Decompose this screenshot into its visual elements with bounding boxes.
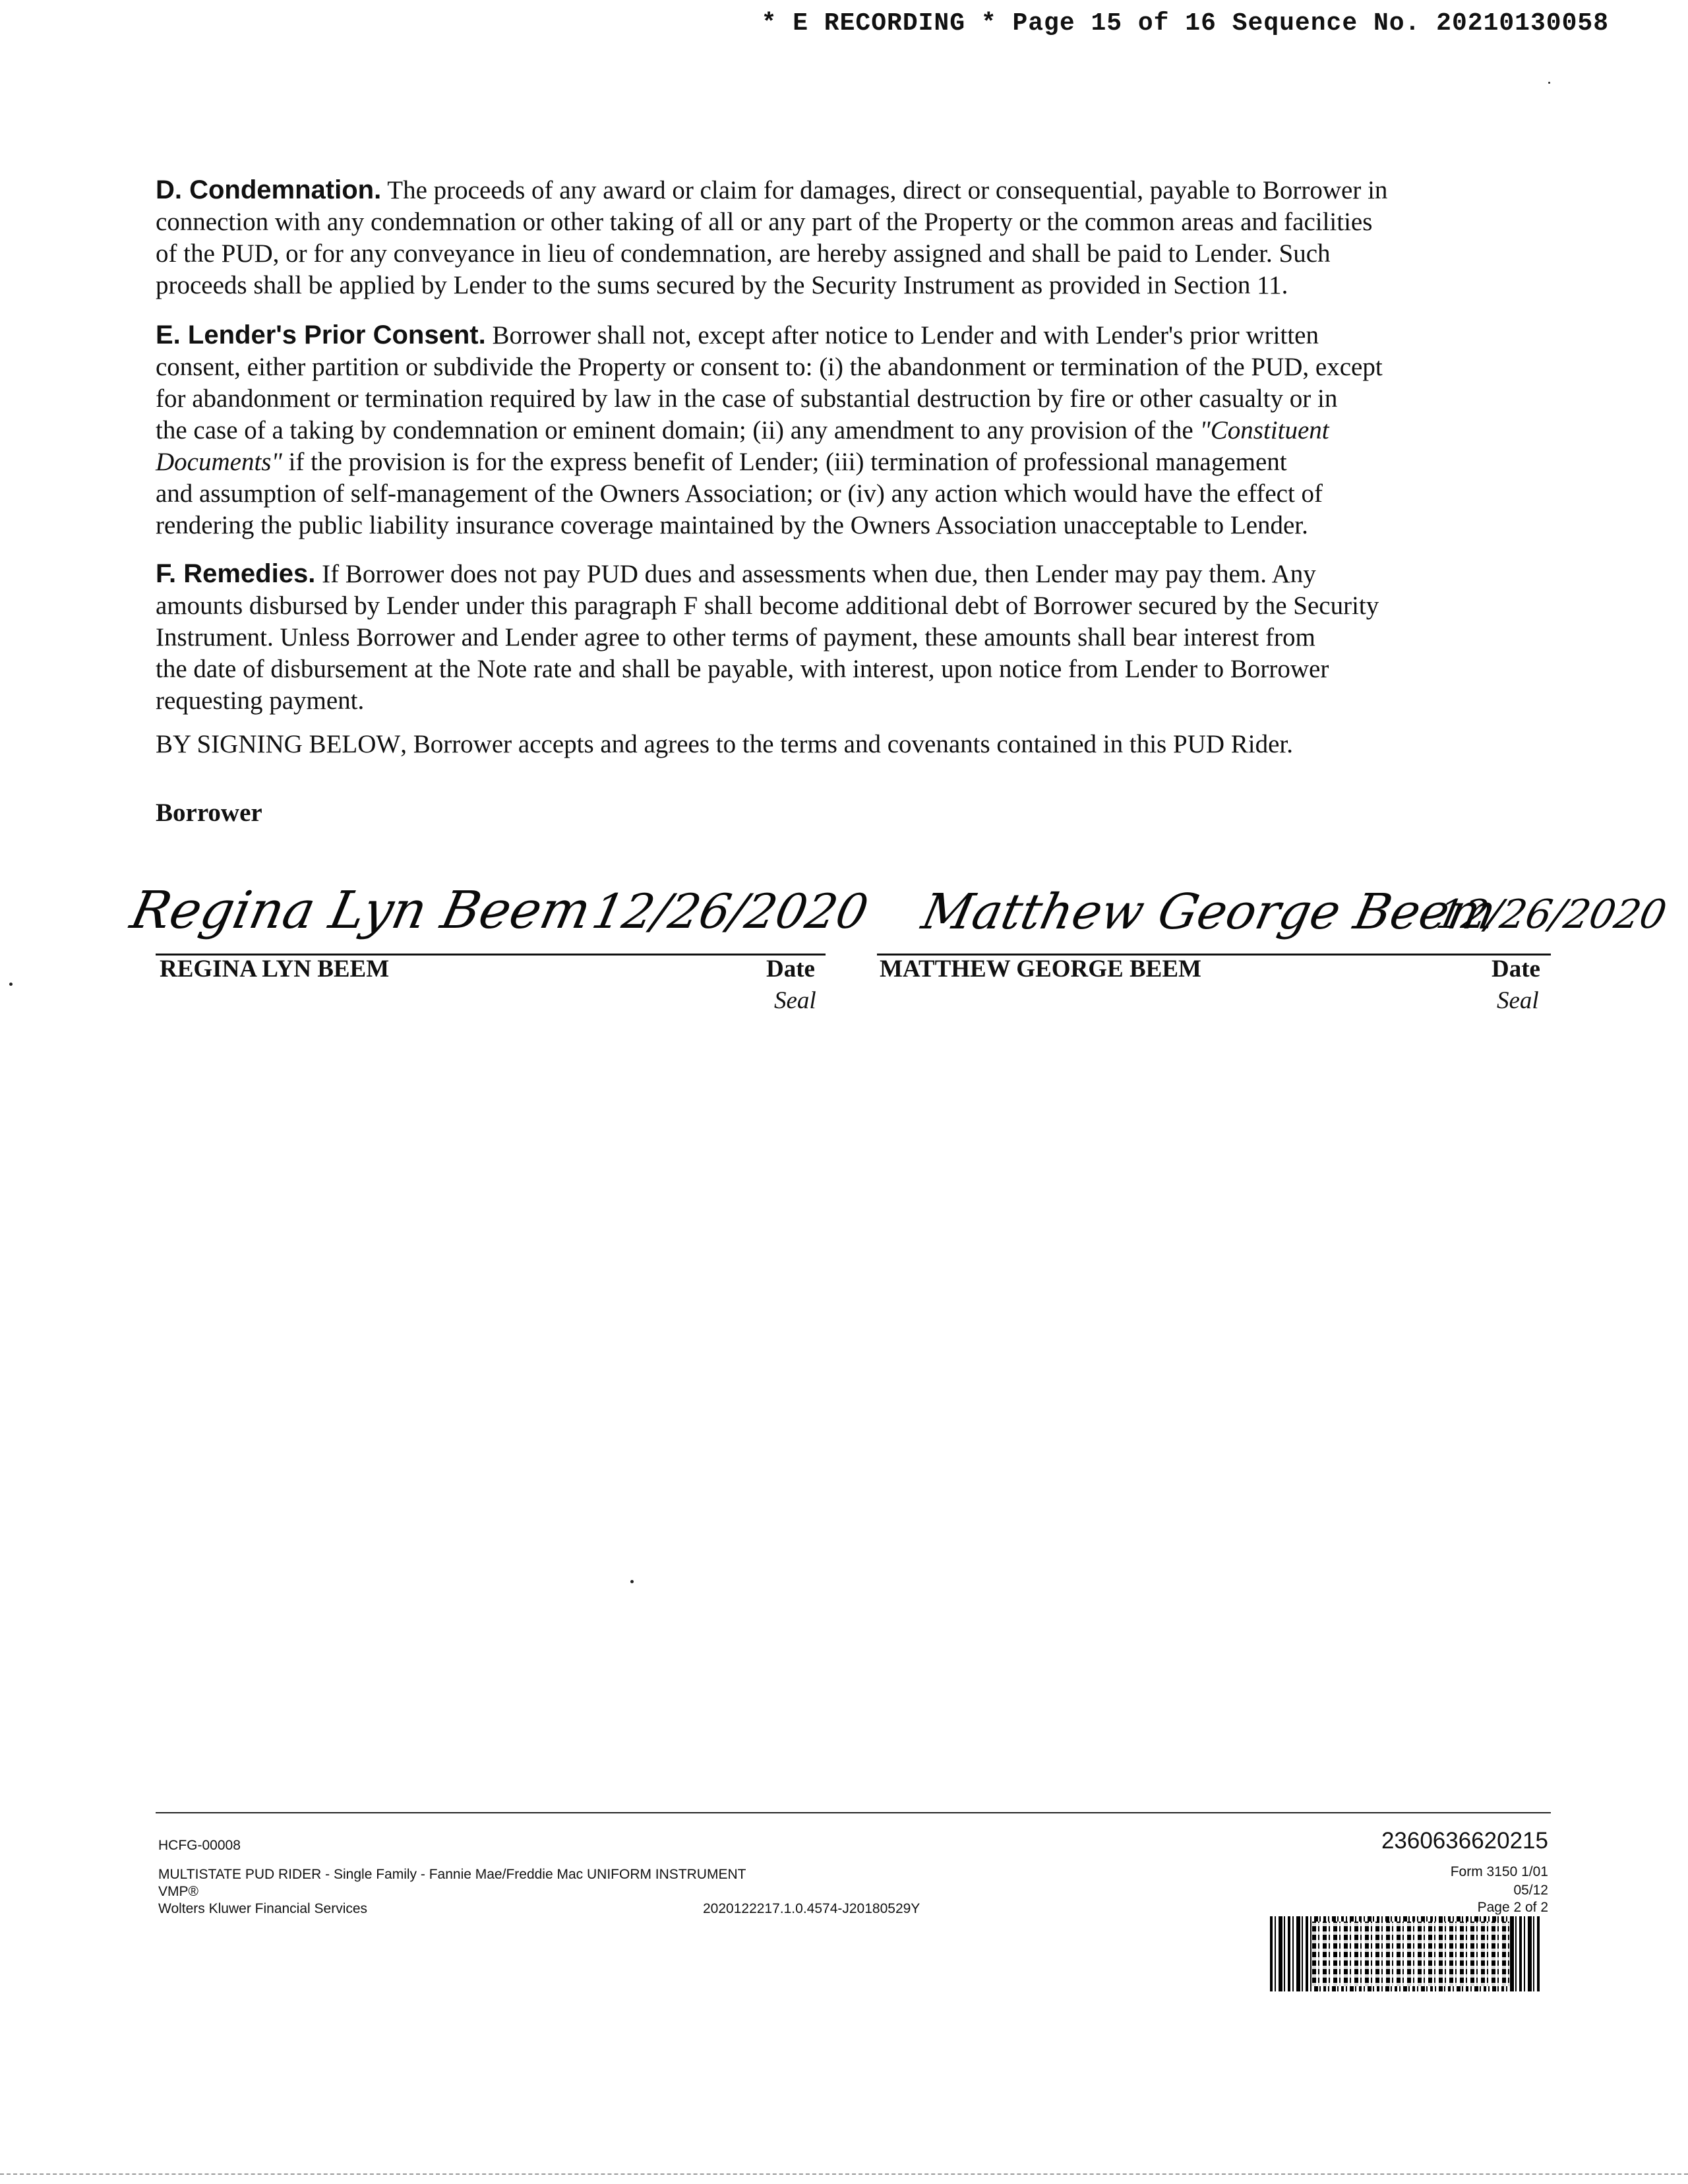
text-line: the date of disbursement at the Note rate and shall be payable, with interest, upon notice from Lender to Borrower bbox=[156, 655, 1329, 683]
page-of: Page 2 of 2 bbox=[1477, 1900, 1548, 1915]
document-id: 2020122217.1.0.4574-J20180529Y bbox=[703, 1901, 920, 1916]
text-line: amounts disbursed by Lender under this paragraph F shall become additional debt of Borrower secured by the Security bbox=[156, 592, 1379, 620]
text-line: connection with any condemnation or other taking of all or any part of the Property or the common areas and facilities bbox=[156, 208, 1373, 236]
text-line: Instrument. Unless Borrower and Lender agree to other terms of payment, these amounts shall bear interest from bbox=[156, 623, 1315, 652]
paragraph-remedies bbox=[156, 558, 1553, 717]
signature-regina: Regina Lyn Beem bbox=[125, 881, 596, 940]
date-label-2: Date bbox=[1492, 956, 1540, 983]
seal-label-2: Seal bbox=[1497, 987, 1539, 1014]
form-code: HCFG-00008 bbox=[158, 1838, 241, 1853]
section-heading-prior-consent: E. Lender's Prior Consent. bbox=[156, 320, 486, 349]
text-line: proceeds shall be applied by Lender to the sums secured by the Security Instrument as provided in Section 11. bbox=[156, 271, 1288, 299]
text-line: requesting payment. bbox=[156, 686, 365, 715]
date-label-1: Date bbox=[766, 956, 815, 983]
form-revision: 05/12 bbox=[1513, 1883, 1548, 1898]
text-line: Borrower shall not, except after notice to Lender and with Lender's prior written bbox=[492, 321, 1319, 349]
signature-matthew: Matthew George Beem bbox=[917, 884, 1501, 940]
text-line: consent, either partition or subdivide the Property or consent to: (i) the abandonment or termination of the PUD, except bbox=[156, 353, 1383, 381]
form-number: Form 3150 1/01 bbox=[1450, 1864, 1548, 1879]
text-line: rendering the public liability insurance coverage maintained by the Owners Association unacceptable to Lender. bbox=[156, 511, 1308, 539]
scan-speck bbox=[630, 1580, 634, 1583]
text-line: of the PUD, or for any conveyance in lieu of condemnation, are hereby assigned and shall be paid to Lender. Such bbox=[156, 239, 1331, 268]
seal-label-1: Seal bbox=[774, 987, 816, 1014]
text-line: the case of a taking by condemnation or eminent domain; (ii) any amendment to any provision of the bbox=[156, 416, 1200, 444]
handwritten-date-1: 12/26/2020 bbox=[588, 884, 873, 939]
by-signing-rest: , Borrower accepts and agrees to the terms and covenants contained in this PUD Rider. bbox=[400, 730, 1293, 758]
section-heading-remedies: F. Remedies. bbox=[156, 559, 316, 588]
publisher: Wolters Kluwer Financial Services bbox=[158, 1901, 368, 1916]
paragraph-condemnation bbox=[156, 174, 1553, 301]
italic-term: Documents" bbox=[156, 448, 282, 476]
loan-number: 2360636620215 bbox=[1381, 1828, 1548, 1854]
printed-name-1: REGINA LYN BEEM bbox=[160, 956, 390, 983]
scan-edge-line bbox=[0, 2173, 1688, 2175]
text-line: The proceeds of any award or claim for damages, direct or consequential, payable to Borrower in bbox=[387, 176, 1388, 204]
paragraph-prior-consent bbox=[156, 319, 1553, 541]
recording-header: * E RECORDING * Page 15 of 16 Sequence No. 20210130058 bbox=[761, 9, 1609, 38]
handwritten-date-2: 12/26/2020 bbox=[1432, 892, 1671, 938]
scan-speck bbox=[9, 983, 13, 986]
scan-speck bbox=[1548, 82, 1550, 84]
by-signing-statement bbox=[156, 729, 1293, 759]
borrower-label: Borrower bbox=[156, 799, 262, 827]
text-line: if the provision is for the express benefit of Lender; (iii) termination of professional management bbox=[282, 448, 1287, 476]
by-signing-lead: BY SIGNING BELOW bbox=[156, 730, 401, 758]
barcode-2d-pattern bbox=[1312, 1922, 1510, 1986]
printed-name-2: MATTHEW GEORGE BEEM bbox=[880, 956, 1201, 983]
italic-term: "Constituent bbox=[1199, 416, 1329, 444]
text-line: for abandonment or termination required by law in the case of substantial destruction by fire or other casualty or in bbox=[156, 384, 1338, 413]
form-title: MULTISTATE PUD RIDER - Single Family - Fannie Mae/Freddie Mac UNIFORM INSTRUMENT bbox=[158, 1867, 746, 1882]
footer-rule bbox=[156, 1812, 1551, 1813]
text-line: and assumption of self-management of the Owners Association; or (iv) any action which would have the effect of bbox=[156, 479, 1323, 508]
vmp-mark: VMP® bbox=[158, 1884, 198, 1899]
text-line: If Borrower does not pay PUD dues and assessments when due, then Lender may pay them. Any bbox=[322, 560, 1316, 588]
section-heading-condemnation: D. Condemnation. bbox=[156, 175, 382, 204]
